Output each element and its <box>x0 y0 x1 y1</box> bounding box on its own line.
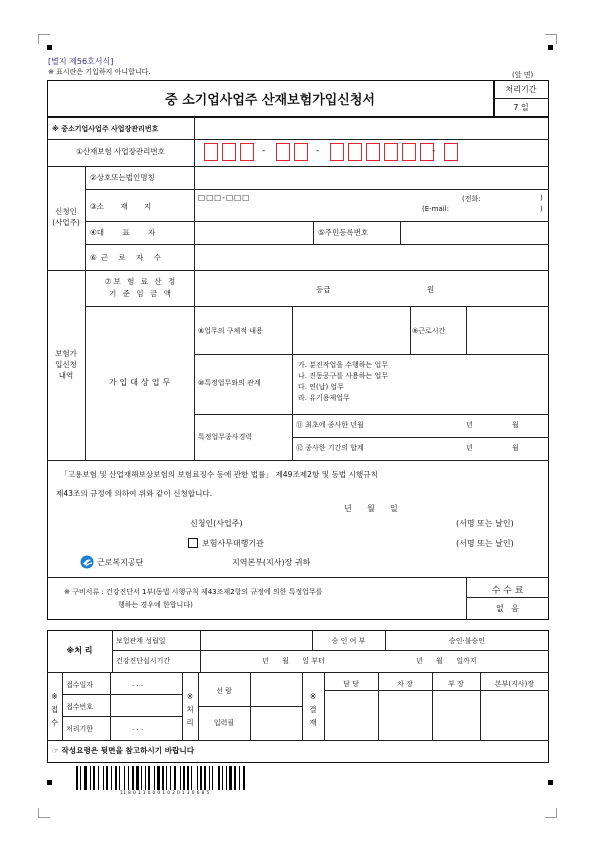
phone-label: (전화: <box>462 195 481 203</box>
processing-period-value: 7 일 <box>513 103 529 112</box>
relation-option: 다. 연(납) 업무 <box>298 383 344 391</box>
barcode-bar <box>174 766 176 790</box>
career-label: 특정업무종사경력 <box>198 433 253 441</box>
exam-to: 년 월 일까지 <box>416 657 477 665</box>
agency-label: 보험사무대행기관 <box>202 539 264 548</box>
exam-period-label: 건강진단실시기간 <box>116 657 171 665</box>
decision-col: 담 당 <box>343 680 359 688</box>
first-engaged-label: ⑪ 최초에 종사한 년월 <box>296 421 364 429</box>
barcode-bar <box>98 766 99 790</box>
relation-option: 라. 유기용제업무 <box>298 394 350 402</box>
applicant-sign-label: 신청인(사업주) <box>190 519 243 528</box>
barcode-bar <box>191 766 192 790</box>
barcode-bar <box>226 766 227 790</box>
year-unit: 년 <box>466 444 473 452</box>
mgmt-no-digit[interactable] <box>276 143 290 161</box>
barcode-bar <box>157 766 160 790</box>
relation-option: 나. 진동공구를 사용하는 업무 <box>298 372 389 380</box>
processing-period-label: 처리기간 <box>505 85 537 94</box>
barcode-bar <box>128 766 129 790</box>
fee-value: 없 음 <box>495 604 520 613</box>
barcode-bar <box>209 766 210 790</box>
representative-label: ④대 표 자 <box>90 228 156 237</box>
wage-unit-label: 원 <box>427 285 435 294</box>
reception-date-value: . . . <box>132 680 144 688</box>
agency-checkbox[interactable] <box>188 538 198 548</box>
barcode-bar <box>154 766 155 790</box>
barcode-bar <box>204 766 206 790</box>
mgmt-no-digit[interactable] <box>366 143 380 161</box>
mgmt-no-digit[interactable] <box>330 143 344 161</box>
mgmt-no-digit[interactable] <box>444 143 458 161</box>
approval-value: 승인·불승인 <box>448 637 486 645</box>
barcode-bar <box>180 766 181 790</box>
work-hours-field[interactable] <box>468 308 546 352</box>
input-done-label: 입력필 <box>213 719 235 727</box>
barcode-bar <box>166 766 167 790</box>
dash-separator: - <box>316 146 320 156</box>
barcode-bar <box>145 766 146 790</box>
mgmt-section-label: ※ 중소기업사업주 사업장관리번호 <box>52 125 159 133</box>
registration-mark <box>47 45 52 50</box>
barcode-bar <box>234 766 236 790</box>
phone-paren: ) <box>540 194 543 202</box>
declaration-line-1: 「고용보험 및 산업재해보상보험의 보험료징수 등에 관한 법률」 제49조제2항 및 동법 시행규칙 <box>60 470 378 479</box>
reception-number-label: 접수번호 <box>66 703 94 711</box>
barcode-bar <box>239 766 240 790</box>
deadline-value: . . . <box>132 724 144 732</box>
crop-mark <box>38 34 50 35</box>
docs-line-1: ※ 구비서류 : 건강진단서 1부(동법 시행규칙 제43조제2항의 규정에 의한 특정업무를 <box>64 588 323 596</box>
branch-label: 지역본부(지사)장 귀하 <box>232 558 311 567</box>
barcode-bar <box>212 766 213 790</box>
registration-mark <box>548 780 553 785</box>
mgmt-no-digit[interactable] <box>402 143 416 161</box>
crop-mark <box>556 34 557 44</box>
representative-field[interactable] <box>196 223 311 241</box>
form-note: ※ 표시란은 기입하지 아니합니다. <box>48 68 151 76</box>
crop-mark <box>38 817 50 818</box>
mgmt-no-digit[interactable] <box>384 143 398 161</box>
barcode-bar <box>218 766 220 790</box>
resident-no-label: ⑤주민등록번호 <box>318 228 369 237</box>
barcode-bar <box>84 766 87 790</box>
mgmt-no-label: ①산재보험 사업장관리번호 <box>76 147 165 156</box>
email-label: (E-mail: <box>422 205 450 213</box>
page-side: (앞 면) <box>512 71 534 79</box>
decision-col: 부 장 <box>448 680 464 688</box>
barcode-bar <box>141 766 142 790</box>
barcode-bar <box>229 766 232 790</box>
docs-line-2: 행하는 경우에 한합니다) <box>118 601 193 609</box>
mgmt-no-digit[interactable] <box>294 143 308 161</box>
barcode-bar <box>106 766 108 790</box>
application-date: 년 월 일 <box>344 504 398 513</box>
business-name-field[interactable] <box>196 168 546 186</box>
reception-mark: ※ 접 수 <box>50 692 59 727</box>
barcode-bar <box>136 766 139 790</box>
email-paren: ) <box>540 205 543 213</box>
barcode-bar <box>90 766 91 790</box>
year-unit: 년 <box>466 421 473 429</box>
decision-col: 본부(지사)장 <box>494 680 535 688</box>
dash-separator: - <box>432 146 436 156</box>
registration-mark <box>548 45 553 50</box>
total-period-label: ⑫ 종사한 기간의 합계 <box>296 444 364 452</box>
worker-count-label: ⑥근 로 자 수 <box>90 253 165 262</box>
duty-detail-label: ⑧업무의 구체적 내용 <box>198 327 263 335</box>
crop-mark <box>38 34 39 44</box>
location-label: ③소 재 지 <box>90 202 152 211</box>
barcode-bar <box>76 766 78 790</box>
barcode-bar <box>148 766 150 790</box>
barcode-bar <box>115 766 117 790</box>
mgmt-no-digit[interactable] <box>240 143 254 161</box>
subject-label: 가입대상업무 <box>108 378 174 387</box>
form-number: [별지 제56호서식] <box>48 57 114 66</box>
work-hours-label: ⑨근로시간 <box>412 327 446 335</box>
mgmt-no-digit[interactable] <box>348 143 362 161</box>
wage-label: ⑦보 험 료 산 정 기 준 임 금 액 <box>104 277 178 298</box>
barcode-bar <box>243 766 245 790</box>
registration-mark <box>47 780 52 785</box>
barcode-bar <box>222 766 223 790</box>
business-name-label: ②상호또는법인명칭 <box>90 173 155 182</box>
crop-mark <box>545 34 557 35</box>
crop-mark <box>545 817 557 818</box>
dash-separator: - <box>262 146 266 156</box>
applicant-group-label: 신청인 (사업주) <box>52 207 80 227</box>
barcode-bar <box>132 766 134 790</box>
org-name: 근로복지공단 <box>97 558 144 567</box>
decision-mark: ※ 결 재 <box>309 692 317 727</box>
barcode-bar <box>103 766 104 790</box>
reception-date-label: 접수일자 <box>66 681 94 689</box>
agency-sign-hint: (서명 또는 날인) <box>456 539 514 548</box>
declaration-line-2: 제43조의 규정에 의하여 위와 같이 신청합니다. <box>56 489 213 498</box>
deadline-label: 처리기한 <box>66 725 94 733</box>
barcode-bar <box>124 766 125 790</box>
wage-grade-label: 등급 <box>316 285 331 294</box>
resident-no-field[interactable] <box>402 223 546 241</box>
month-unit: 월 <box>512 421 519 429</box>
barcode-bar <box>170 766 171 790</box>
processing-check-mark: ※ 처 리 <box>186 692 194 727</box>
mgmt-no-digit[interactable] <box>204 143 218 161</box>
relation-label: ⑩특정업무와의 관계 <box>198 379 261 387</box>
barcode <box>76 766 286 790</box>
barcode-caption: 11 8 0 1 1 0 0 0 1 0 2 0 1 3 0 6 8 5 <box>120 791 210 796</box>
barcode-bar <box>183 766 185 790</box>
barcode-bar <box>80 766 81 790</box>
decision-col: 차 장 <box>397 680 413 688</box>
postal-code-placeholder: □□□-□□□ <box>198 193 251 202</box>
exam-from: 년 월 일 부터 <box>262 657 325 665</box>
barcode-bar <box>111 766 112 790</box>
barcode-bar <box>197 766 198 790</box>
barcode-bar <box>187 766 189 790</box>
barcode-bar <box>162 766 164 790</box>
insurance-group-label: 보험가 입신청 내역 <box>55 349 77 380</box>
review-label: 선 람 <box>216 687 232 695</box>
barcode-bar <box>93 766 95 790</box>
fee-label: 수 수 료 <box>491 586 524 596</box>
mgmt-no-digit[interactable] <box>222 143 236 161</box>
applicant-sign-hint: (서명 또는 날인) <box>456 519 514 528</box>
kcomwel-logo-icon <box>80 554 94 568</box>
barcode-bar <box>200 766 202 790</box>
worker-count-field[interactable] <box>196 246 546 268</box>
form-title: 중 소기업사업주 산재보험가입신청서 <box>165 92 375 108</box>
insurance-established-label: 보험관계 성립일 <box>116 637 166 645</box>
barcode-bar <box>119 766 120 790</box>
duty-detail-field[interactable] <box>294 308 408 352</box>
footer-note: ☞ 작성요령은 뒷면을 참고하시기 바랍니다 <box>52 746 195 755</box>
approval-label: 승 인 여 부 <box>331 637 366 645</box>
month-unit: 월 <box>512 444 519 452</box>
relation-option: 가. 분진작업을 수행하는 업무 <box>298 361 389 369</box>
processing-mark: ※처 리 <box>66 646 93 655</box>
address-field[interactable] <box>196 191 546 218</box>
